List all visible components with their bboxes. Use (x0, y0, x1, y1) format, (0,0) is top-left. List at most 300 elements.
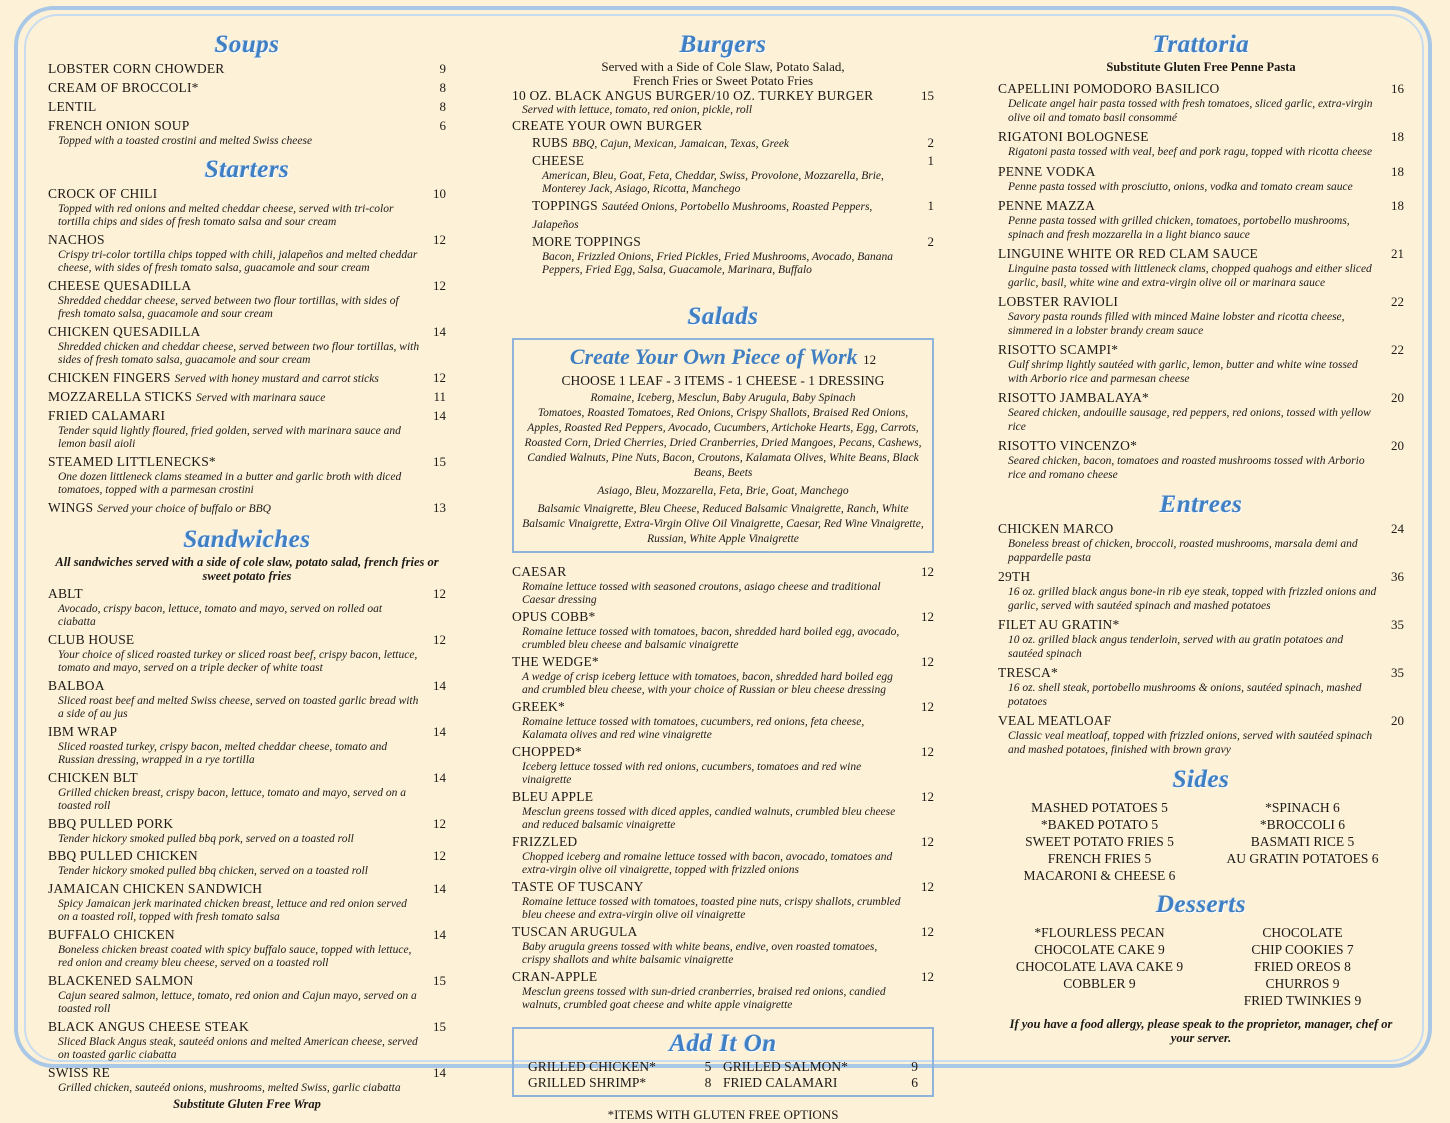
grid-item-right: CHOCOLATE (1262, 925, 1343, 940)
menu-item-desc: Tender hickory smoked pulled bbq pork, served on a toasted roll (58, 832, 354, 845)
menu-item-name: 29TH (998, 569, 1031, 584)
menu-item-price: 12 (433, 231, 446, 247)
menu-item-heading (532, 197, 922, 233)
grid-item-right: CHURROS 9 (1265, 976, 1340, 991)
menu-item (998, 245, 1404, 290)
menu-item-heading (532, 152, 584, 170)
soups-list (48, 60, 446, 149)
menu-item-heading (998, 616, 1119, 634)
menu-item-desc: 16 oz. grilled black angus bone-in rib eye steak, topped with frizzled onions and garlic, served with sautéed spinach and mashed potatoes (1008, 586, 1377, 612)
menu-item-heading (48, 185, 157, 203)
menu-item-price: 12 (921, 788, 934, 804)
menu-item-row (512, 698, 934, 716)
menu-item-heading (48, 231, 105, 249)
menu-item (48, 98, 446, 116)
menu-item-heading (998, 245, 1258, 263)
menu-item-row (998, 664, 1404, 682)
menu-item-price: 12 (433, 631, 446, 647)
menu-item-price: 24 (1391, 521, 1404, 536)
menu-item-name: CLUB HOUSE (48, 631, 135, 647)
menu-item-row (512, 563, 934, 581)
create-salad-price: 12 (863, 351, 877, 367)
menu-item-heading (998, 520, 1114, 538)
create-salad-title-text: Create Your Own Piece of Work (569, 343, 858, 369)
add-it-on-box (512, 1027, 934, 1097)
menu-item-price: 13 (433, 499, 446, 515)
sandwiches-title: Sandwiches (183, 525, 311, 553)
grid-item-right: BASMATI RICE 5 (1250, 834, 1355, 849)
menu-item-name: RISOTTO VINCENZO* (998, 438, 1138, 453)
menu-item-desc: Iceberg lettuce tossed with red onions, cucumbers, tomatoes and red wine vinaigrette (522, 760, 862, 786)
grid-item-left: MASHED POTATOES 5 (1031, 800, 1168, 815)
menu-item-price: 8 (439, 80, 446, 95)
sides-grid (998, 799, 1404, 884)
menu-item-price: 12 (921, 698, 934, 714)
menu-item-desc: Penne pasta tossed with prosciutto, onions, vodka and tomato cream sauce (1008, 180, 1353, 193)
menu-item-row (48, 185, 446, 203)
menu-item-row (998, 245, 1404, 263)
menu-item-name: SWISS RE (48, 1064, 110, 1080)
menu-item-desc: Topped with a toasted crostini and melted Swiss cheese (58, 135, 313, 147)
menu-item (532, 152, 934, 197)
menu-item (48, 369, 446, 387)
menu-item (48, 926, 446, 971)
menu-item (48, 388, 446, 406)
menu-item-heading (998, 293, 1118, 311)
menu-item (532, 233, 934, 278)
menu-item (998, 197, 1404, 242)
menu-item (998, 664, 1404, 709)
menu-item-name: CAPELLINI POMODORO BASILICO (998, 81, 1220, 96)
menu-item-name: MORE TOPPINGS (532, 233, 642, 249)
menu-item (48, 499, 446, 517)
add-it-on-title: Add It On (669, 1029, 777, 1057)
menu-item-desc: Delicate angel hair pasta tossed with fresh tomatoes, sliced garlic, extra-virgin olive oil and tomato basil consommé (1008, 98, 1373, 124)
menu-item-name: FRIED CALAMARI (48, 407, 166, 423)
menu-item-name: GREEK* (512, 698, 565, 714)
menu-item (48, 1064, 446, 1096)
menu-item-name: WINGS (48, 499, 94, 515)
create-salad-choose: CHOOSE 1 LEAF - 3 ITEMS - 1 CHEESE - 1 DRESSING (561, 372, 885, 388)
menu-item-price: 36 (1391, 569, 1404, 584)
menu-item-desc: Romaine lettuce tossed with tomatoes, toasted pine nuts, crispy shallots, crumbled bleu cheese and extra-virgin olive oil vinaigrette (522, 895, 901, 921)
menu-item-name: BLACKENED SALMON (48, 972, 194, 988)
menu-item-name: PENNE MAZZA (998, 198, 1096, 213)
menu-item-heading (48, 1064, 110, 1082)
menu-item-name: IBM WRAP (48, 723, 118, 739)
menu-item-name: CHEESE QUESADILLA (48, 277, 192, 293)
menu-item-row (512, 878, 934, 896)
menu-item (512, 833, 934, 878)
grid-item-right: AU GRATIN POTATOES 6 (1226, 851, 1379, 866)
menu-item-price: 12 (921, 968, 934, 984)
menu-item-desc: Boneless chicken breast coated with spicy buffalo sauce, topped with lettuce, red onion and creamy bleu cheese, served on a toasted roll (58, 943, 412, 969)
menu-item-name: THE WEDGE* (512, 653, 599, 669)
menu-item-desc: American, Bleu, Goat, Feta, Cheddar, Swiss, Provolone, Mozzarella, Brie, Monterey Jack, Asiago, Ricotta, Manchego (542, 169, 884, 195)
menu-item (48, 769, 446, 814)
menu-item-name: OPUS COBB* (512, 608, 596, 624)
create-salad-title (520, 344, 926, 373)
menu-item-inline-desc: Sautéed Onions, Portobello Mushrooms, Roasted Peppers, Jalapeños (532, 200, 873, 231)
menu-item-row (512, 968, 934, 986)
menu-item (48, 847, 446, 879)
menu-item-heading (512, 923, 637, 941)
menu-item-name: CHICKEN FINGERS (48, 369, 171, 385)
menu-item-row (998, 712, 1404, 730)
menu-item-heading (48, 926, 175, 944)
menu-item-row (48, 815, 446, 833)
menu-item-desc: Your choice of sliced roasted turkey or sliced roast beef, crispy bacon, lettuce, tomato and mayo, served on a triple decker of white toast (58, 648, 418, 674)
grid-item-left: CHOCOLATE CAKE 9 (1034, 942, 1165, 957)
sandwiches-note: All sandwiches served with a side of cole slaw, potato salad, french fries or sweet potato fries (55, 554, 439, 583)
menu-item (532, 197, 934, 233)
create-salad-cheeses: Asiago, Bleu, Mozzarella, Feta, Brie, Goat, Manchego (597, 484, 849, 497)
menu-item-heading (998, 197, 1095, 215)
menu-item-row (48, 60, 446, 78)
menu-item-name: RUBS (532, 134, 569, 150)
menu-item-price: 20 (1391, 438, 1404, 453)
menu-item (512, 878, 934, 923)
menu-item-desc: One dozen littleneck clams steamed in a butter and garlic broth with diced tomatoes, topped with a parmesan crostini (58, 470, 402, 496)
menu-item-heading (48, 631, 134, 649)
grid-item-right: FRIED OREOS 8 (1254, 959, 1351, 974)
menu-item-heading (48, 499, 271, 517)
menu-item-price: 12 (921, 563, 934, 579)
menu-item-name: FRENCH ONION SOUP (48, 118, 190, 133)
menu-item-price: 14 (433, 407, 446, 423)
grid-item-right: *SPINACH 6 (1265, 800, 1340, 815)
grid-item-right (1201, 867, 1404, 884)
menu-item-name: TOPPINGS (532, 197, 598, 213)
menu-item-row (532, 233, 934, 251)
menu-item-desc: Tender hickory smoked pulled bbq chicken, served on a toasted roll (58, 865, 368, 877)
menu-item-heading (48, 880, 262, 898)
grid-item-left: FRENCH FRIES 5 (1047, 851, 1152, 866)
menu-item-name: CHICKEN BLT (48, 769, 138, 785)
menu-item-name: TASTE OF TUSCANY (512, 878, 644, 894)
left-column (48, 30, 446, 1111)
menu-item (998, 128, 1404, 160)
menu-item (512, 563, 934, 608)
menu-item-name: LINGUINE WHITE OR RED CLAM SAUCE (998, 246, 1259, 261)
menu-item-price: 16 (1391, 81, 1404, 96)
menu-item-price: 14 (433, 723, 446, 739)
grid-item-right: FRIED TWINKIES 9 (1243, 993, 1362, 1008)
middle-column (512, 30, 934, 1123)
menu-item (998, 389, 1404, 434)
menu-item-desc: Penne pasta tossed with grilled chicken, tomatoes, portobello mushrooms, spinach and fresh mozzarella in a light bianco sauce (1008, 215, 1350, 241)
menu-item-heading (998, 664, 1058, 682)
burgers-note: Served with a Side of Cole Slaw, Potato Salad, French Fries or Sweet Potato Fries (601, 59, 845, 88)
menu-item-name: CRAN-APPLE (512, 968, 598, 984)
menu-item (998, 80, 1404, 125)
menu-item-price: 12 (433, 277, 446, 293)
menu-item-row (48, 1064, 446, 1082)
menu-item-desc: Chopped iceberg and romaine lettuce tossed with bacon, avocado, tomatoes and extra-virgin olive oil vinaigrette, topped with frizzled onions (522, 850, 893, 876)
menu-item-name: CHEESE (532, 152, 585, 168)
menu-item-heading (998, 163, 1096, 181)
menu-item-desc: Avocado, crispy bacon, lettuce, tomato and mayo, served on rolled oat ciabatta (58, 602, 383, 628)
burger-main-name: 10 OZ. BLACK ANGUS BURGER/10 OZ. TURKEY BURGER (512, 88, 874, 103)
menu-item-price: 9 (439, 61, 446, 76)
menu-item-row (998, 341, 1404, 359)
entrees-list (998, 520, 1404, 757)
menu-item-desc: Seared chicken, andouille sausage, red peppers, red onions, tossed with yellow rice (1008, 407, 1371, 433)
menu-item-name: NACHOS (48, 231, 105, 247)
menu-item (48, 815, 446, 847)
menu-item (48, 79, 446, 97)
menu-item-desc: 16 oz. shell steak, portobello mushrooms & onions, sautéed spinach, mashed potatoes (1008, 682, 1362, 708)
menu-item (998, 293, 1404, 338)
menu-item (998, 616, 1404, 661)
create-burger-label: CREATE YOUR OWN BURGER (512, 117, 703, 133)
menu-item-price: 15 (433, 453, 446, 469)
burgers-title: Burgers (679, 31, 767, 58)
menu-item-name: CAESAR (512, 563, 567, 579)
menu-item (48, 185, 446, 230)
menu-item-price: 14 (433, 880, 446, 896)
menu-item-heading (48, 98, 96, 116)
addon-price: 5 (704, 1058, 712, 1074)
menu-item-price: 18 (1391, 129, 1404, 144)
menu-item (48, 60, 446, 78)
menu-item-price: 22 (1391, 342, 1404, 357)
menu-item-name: BLACK ANGUS CHEESE STEAK (48, 1018, 249, 1034)
menu-item-heading (998, 128, 1149, 146)
menu-item-desc: Seared chicken, bacon, tomatoes and roasted mushrooms tossed with Arborio rice and romano cheese (1008, 455, 1365, 481)
menu-item-heading (48, 769, 138, 787)
menu-item-heading (998, 712, 1111, 730)
menu-item-name: RISOTTO SCAMPI* (998, 342, 1119, 357)
addon-price: 6 (911, 1074, 918, 1090)
menu-item-name: CHOPPED* (512, 743, 582, 759)
grid-item-left: CHOCOLATE LAVA CAKE 9 (1015, 959, 1184, 974)
menu-item-price: 18 (1391, 198, 1404, 213)
menu-item-row (48, 769, 446, 787)
sandwiches-list (48, 585, 446, 1096)
menu-item (48, 1018, 446, 1063)
menu-item-price: 14 (433, 926, 446, 942)
menu-item (48, 407, 446, 452)
menu-item-price: 35 (1391, 665, 1404, 680)
menu-item-heading (512, 653, 599, 671)
menu-item-price: 14 (433, 769, 446, 785)
menu-item-price: 12 (433, 815, 446, 831)
menu-item-name: JAMAICAN CHICKEN SANDWICH (48, 880, 263, 896)
menu-item-heading (998, 341, 1118, 359)
menu-item-price: 22 (1391, 294, 1404, 309)
menu-item-row (512, 743, 934, 761)
addon-name: GRILLED SHRIMP* (528, 1074, 647, 1090)
grid-item-left: SWEET POTATO FRIES 5 (1025, 834, 1174, 849)
menu-item-heading (512, 788, 593, 806)
menu-item-row (998, 437, 1404, 455)
menu-item-row (48, 499, 446, 517)
menu-item-price: 1 (927, 197, 934, 213)
menu-item-desc: Mesclun greens tossed with sun-dried cranberries, braised red onions, candied walnuts, crumbled goat cheese and white apple vinaigrette (522, 985, 886, 1011)
menu-item (48, 277, 446, 322)
burger-main-desc: Served with lettuce, tomato, red onion, pickle, roll (522, 104, 753, 116)
menu-item-desc: Grilled chicken breast, crispy bacon, lettuce, tomato and mayo, served on a toasted roll (58, 786, 407, 812)
menu-item-name: BUFFALO CHICKEN (48, 926, 175, 942)
menu-item-name: LOBSTER RAVIOLI (998, 294, 1119, 309)
grid-item-left: COBBLER 9 (1063, 976, 1136, 991)
menu-item-desc: Sliced Black Angus steak, sauteéd onions and melted American cheese, served on toasted garlic ciabatta (58, 1035, 418, 1061)
menu-item-heading (48, 323, 200, 341)
menu-item-row (48, 972, 446, 990)
menu-item-row (48, 926, 446, 944)
menu-item (48, 453, 446, 498)
menu-item-name: BBQ PULLED PORK (48, 815, 174, 831)
menu-item-row (998, 616, 1404, 634)
menu-item-desc: Tender squid lightly floured, fried golden, served with marinara sauce and lemon basil aioli (58, 424, 401, 450)
menu-item-price: 35 (1391, 617, 1404, 632)
menu-item-desc: Savory pasta rounds filled with minced Maine lobster and ricotta cheese, simmered in a lobster brandy cream sauce (1008, 311, 1345, 337)
menu-item-heading (48, 1018, 249, 1036)
menu-item-heading (998, 437, 1137, 455)
menu-item-heading (48, 388, 325, 406)
menu-item-price: 12 (921, 653, 934, 669)
menu-item-name: CHICKEN QUESADILLA (48, 323, 201, 339)
menu-item-heading (48, 453, 216, 471)
entrees-title: Entrees (1159, 491, 1243, 518)
menu-item-row (532, 152, 934, 170)
menu-item (48, 972, 446, 1017)
burger-options (512, 134, 934, 278)
salads-list (512, 563, 934, 1013)
menu-item-desc: Boneless breast of chicken, broccoli, roasted mushrooms, marsala demi and pappardelle pasta (1008, 538, 1358, 564)
menu-item (48, 117, 446, 149)
menu-item-name: TRESCA* (998, 665, 1058, 680)
menu-item-heading (998, 80, 1219, 98)
trattoria-list (998, 80, 1404, 482)
menu-item-row (512, 833, 934, 851)
menu-item-row (48, 98, 446, 116)
menu-item-name: BALBOA (48, 677, 105, 693)
menu-item-desc: Crispy tri-color tortilla chips topped with chili, jalapeños and melted cheddar cheese, with sides of fresh tomato salsa, guacamole and sour cream (58, 248, 418, 274)
menu-item (48, 880, 446, 925)
menu-item-desc: Linguine pasta tossed with littleneck clams, chopped quahogs and either sliced garlic, basil, white wine and extra-virgin olive oil or marinara sauce (1008, 263, 1372, 289)
menu-item-name: PENNE VODKA (998, 163, 1096, 179)
menu-item-price: 20 (1391, 713, 1404, 728)
menu-item-desc: Baby arugula greens tossed with white beans, endive, oven roasted tomatoes, crispy shallots and white balsamic vinaigrette (522, 940, 878, 966)
menu-item-row (998, 163, 1404, 181)
menu-item-row (48, 677, 446, 695)
menu-item-desc: Shredded chicken and cheddar cheese, served between two flour tortillas, with sides of fresh tomato salsa, guacamole and sour cream (58, 340, 420, 366)
menu-item-row (532, 134, 934, 152)
menu-item-price: 21 (1391, 246, 1404, 261)
menu-item-price: 12 (921, 743, 934, 759)
menu-item (998, 712, 1404, 757)
menu-item-name: TUSCAN ARUGULA (512, 923, 638, 939)
grid-item-right: *BROCCOLI 6 (1259, 817, 1346, 832)
menu-item-price: 10 (433, 185, 446, 201)
menu-item-price: 12 (921, 923, 934, 939)
menu-item (512, 743, 934, 788)
menu-item-desc: Cajun seared salmon, lettuce, tomato, red onion and Cajun mayo, served on a toasted roll (58, 989, 417, 1015)
menu-item-row (48, 407, 446, 425)
menu-item-desc: Topped with red onions and melted cheddar cheese, served with tri-color tortilla chips and sides of fresh tomato salsa and sour cream (58, 202, 394, 228)
menu-item (48, 631, 446, 676)
menu-item-row (48, 723, 446, 741)
menu-item-desc: Rigatoni pasta tossed with veal, beef and pork ragu, topped with ricotta cheese (1008, 146, 1373, 158)
menu-item-row (48, 323, 446, 341)
menu-item-row (48, 453, 446, 471)
menu-item-price: 2 (927, 134, 934, 150)
menu-item-desc: Romaine lettuce tossed with seasoned croutons, asiago cheese and traditional Caesar dressing (522, 580, 881, 606)
trattoria-note: Substitute Gluten Free Penne Pasta (1106, 60, 1296, 74)
menu-item-price: 12 (433, 369, 446, 385)
menu-item-row (48, 585, 446, 603)
addon-price: 9 (911, 1058, 918, 1074)
menu-item-inline-desc: BBQ, Cajun, Mexican, Jamaican, Texas, Greek (572, 137, 790, 150)
addon-name: GRILLED SALMON* (723, 1058, 848, 1074)
menu-item-row (998, 197, 1404, 215)
menu-item-row (998, 520, 1404, 538)
menu-item (998, 437, 1404, 482)
menu-item-row (48, 231, 446, 249)
menu-item-heading (512, 608, 595, 626)
menu-item (998, 520, 1404, 565)
menu-item-price: 6 (439, 118, 446, 133)
menu-item-name: ABLT (48, 585, 83, 601)
grid-item-right: CHIP COOKIES 7 (1251, 942, 1354, 957)
menu-item-name: RISOTTO JAMBALAYA* (998, 390, 1149, 405)
menu-item-price: 12 (921, 878, 934, 894)
menu-item-name: MOZZARELLA STICKS (48, 388, 193, 404)
menu-item-inline-desc: Served with marinara sauce (196, 391, 326, 404)
grid-item-left: *FLOURLESS PECAN (1034, 925, 1165, 940)
menu-item (998, 163, 1404, 195)
burger-main-price: 15 (921, 88, 934, 103)
menu-item-heading (48, 585, 83, 603)
menu-item-row (532, 197, 934, 233)
sandwiches-footer: Substitute Gluten Free Wrap (173, 1097, 321, 1111)
desserts-grid (998, 924, 1404, 1009)
menu-item-heading (512, 968, 597, 986)
menu-item (48, 585, 446, 630)
add-it-on-grid (528, 1059, 918, 1091)
create-salad-box (512, 338, 934, 553)
menu-item-name: CREAM OF BROCCOLI* (48, 80, 199, 95)
menu-item-inline-desc: Served with honey mustard and carrot sticks (174, 372, 379, 385)
menu-item-desc: Classic veal meatloaf, topped with frizzled onions, served with sautéed spinach and mashed potatoes, finished with brown gravy (1008, 730, 1373, 756)
menu-item-price: 15 (433, 1018, 446, 1034)
menu-item-price: 2 (927, 233, 934, 249)
menu-item-name: LENTIL (48, 99, 97, 114)
menu-item (48, 231, 446, 276)
soups-title: Soups (214, 31, 280, 58)
menu-item-inline-desc: Served your choice of buffalo or BBQ (97, 502, 271, 515)
menu-item (998, 568, 1404, 613)
menu-item-heading (532, 134, 789, 152)
menu-item-heading (48, 60, 225, 78)
create-salad-dressings: Balsamic Vinaigrette, Bleu Cheese, Reduced Balsamic Vinaigrette, Ranch, White Balsamic Vinaigrette, Extra-Virgin Olive Oil Vinaigrette, Caesar, Red Wine Vinaigrette, Russian, White Apple Vinaigrette (522, 502, 924, 545)
menu-item-name: STEAMED LITTLENECKS* (48, 453, 216, 469)
menu-item-row (998, 128, 1404, 146)
menu-item-heading (48, 369, 379, 387)
menu-item-heading (532, 233, 641, 251)
menu-item-desc: Grilled chicken, sauteéd onions, mushrooms, melted Swiss, garlic ciabatta (58, 1081, 401, 1094)
menu-item-heading (998, 389, 1149, 407)
menu-item-row (512, 653, 934, 671)
menu-item-price: 1 (927, 152, 934, 168)
menu-item-price: 15 (433, 972, 446, 988)
trattoria-title: Trattoria (1152, 31, 1250, 58)
addon-price: 8 (704, 1074, 712, 1090)
menu-item-row (998, 293, 1404, 311)
menu-item-desc: Spicy Jamaican jerk marinated chicken breast, lettuce and red onion served on a toasted roll, topped with fresh tomato salsa (58, 897, 407, 923)
